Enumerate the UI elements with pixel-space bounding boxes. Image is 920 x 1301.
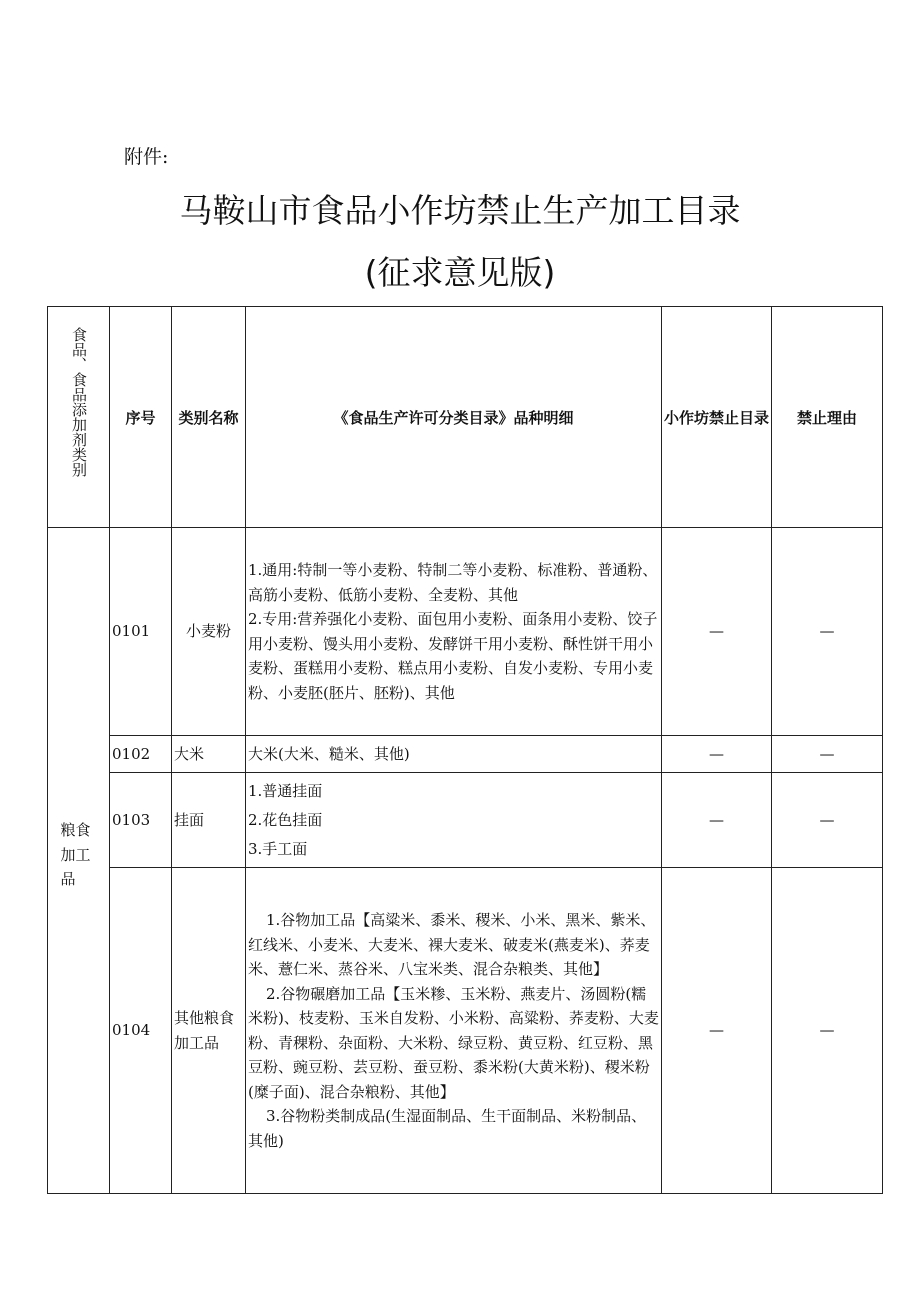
header-detail: 《食品生产许可分类目录》品种明细: [246, 307, 662, 528]
detail-line: 2.花色挂面: [248, 810, 323, 829]
header-category: 食品、食品添加剂类别: [48, 307, 110, 528]
detail-line: 1.普通挂面: [248, 781, 323, 800]
catalog-table: [47, 306, 883, 1194]
detail-line: 大米(大米、糙米、其他): [248, 744, 410, 763]
header-seq: 序号: [110, 307, 172, 528]
group-label: 粮食加工品: [48, 528, 110, 1194]
attachment-label: 附件:: [124, 146, 169, 168]
reason-cell: —: [772, 736, 883, 773]
detail-line: 2.谷物碾磨加工品【玉米糁、玉米粉、燕麦片、汤圆粉(糯米粉)、枝麦粉、玉米自发粉、小米粉、高粱粉、荞麦粉、大麦粉、青稞粉、杂面粉、大米粉、绿豆粉、黄豆粉、红豆粉、黑豆粉、豌豆粉、芸豆粉、蚕豆粉、黍米粉(大黄米粉)、稷米粉(糜子面)、混合杂粮粉、其他】: [248, 984, 659, 1101]
detail-line: 1.通用:特制一等小麦粉、特制二等小麦粉、标准粉、普通粉、高筋小麦粉、低筋小麦粉、全麦粉、其他: [248, 561, 658, 604]
detail-line: 3.手工面: [248, 839, 308, 858]
table-row: [48, 868, 883, 1194]
detail-line: 2.专用:营养强化小麦粉、面包用小麦粉、面条用小麦粉、饺子用小麦粉、馒头用小麦粉、发酵饼干用小麦粉、酥性饼干用小麦粉、蛋糕用小麦粉、糕点用小麦粉、自发小麦粉、专用小麦粉、小麦胚(胚片、胚粉)、其他: [248, 610, 658, 702]
header-ban-list: 小作坊禁止目录: [662, 307, 772, 528]
document-title: 马鞍山市食品小作坊禁止生产加工目录: [179, 191, 741, 230]
table-row: [48, 528, 883, 736]
ban-cell: —: [662, 868, 772, 1194]
seq-cell: 0104: [110, 868, 172, 1194]
seq-cell: 0101: [110, 528, 172, 736]
detail-line: 3.谷物粉类制成品(生湿面制品、生干面制品、米粉制品、其他): [248, 1107, 647, 1150]
header-row: [48, 307, 883, 528]
table-row: [48, 736, 883, 773]
reason-cell: —: [772, 528, 883, 736]
detail-cell: [246, 868, 662, 1194]
detail-cell: [246, 773, 662, 868]
name-cell: 小麦粉: [172, 528, 246, 736]
name-cell: 大米: [172, 736, 246, 773]
header-reason: 禁止理由: [772, 307, 883, 528]
ban-cell: —: [662, 773, 772, 868]
seq-cell: 0102: [110, 736, 172, 773]
document-subtitle: (征求意见版): [364, 253, 556, 292]
detail-cell: [246, 528, 662, 736]
reason-cell: —: [772, 773, 883, 868]
seq-cell: 0103: [110, 773, 172, 868]
ban-cell: —: [662, 736, 772, 773]
name-cell: 挂面: [172, 773, 246, 868]
name-cell: 其他粮食加工品: [172, 868, 246, 1194]
ban-cell: —: [662, 528, 772, 736]
reason-cell: —: [772, 868, 883, 1194]
header-name: 类别名称: [172, 307, 246, 528]
table-row: [48, 773, 883, 868]
detail-line: 1.谷物加工品【高粱米、黍米、稷米、小米、黑米、紫米、红线米、小麦米、大麦米、裸大麦米、破麦米(燕麦米)、荞麦米、薏仁米、蒸谷米、八宝米类、混合杂粮类、其他】: [248, 911, 656, 978]
detail-cell: [246, 736, 662, 773]
